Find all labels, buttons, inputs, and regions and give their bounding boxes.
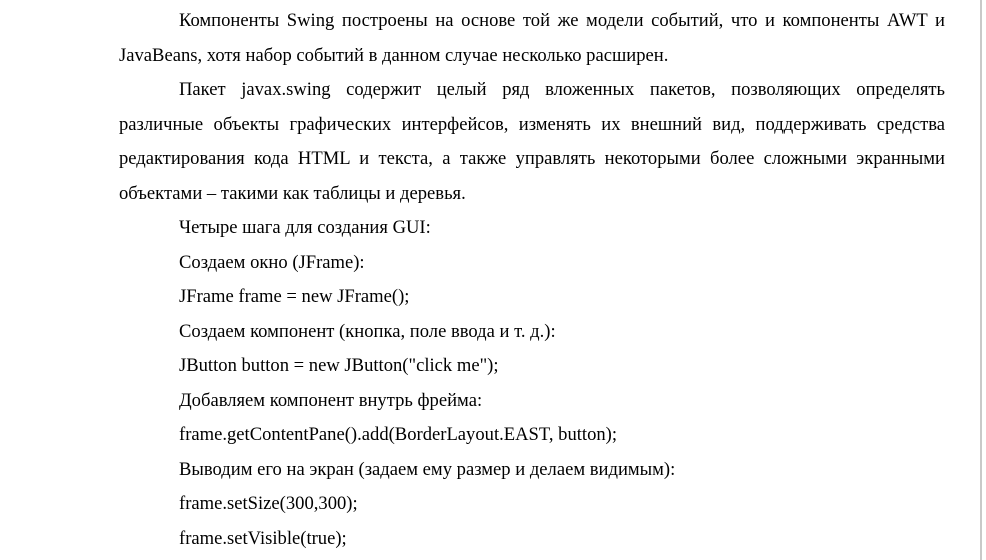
step-show-on-screen: Выводим его на экран (задаем ему размер и делаем видимым):: [179, 459, 676, 480]
code-line-set-visible: frame.setVisible(true);: [179, 528, 347, 549]
code-line-jframe: JFrame frame = new JFrame();: [179, 286, 410, 307]
step-create-window: Создаем окно (JFrame):: [179, 252, 365, 273]
paragraph-swing-events: Компоненты Swing построены на основе той же модели событий, что и компоненты AWT и JavaBeans, хотя набор событий в данном случае несколько расширен.: [119, 10, 945, 66]
step-create-component: Создаем компонент (кнопка, поле ввода и т. д.):: [179, 321, 556, 342]
page-edge-divider: [980, 0, 982, 560]
code-line-add-button: frame.getContentPane().add(BorderLayout.EAST, button);: [179, 424, 618, 445]
step-add-component: Добавляем компонент внутрь фрейма:: [179, 390, 483, 411]
paragraph-javax-swing: Пакет javax.swing содержит целый ряд вложенных пакетов, позволяющих определять различные объекты графических интерфейсов, изменять их внешний вид, поддерживать средства редактирования кода HTML и текста, а также управлять некоторыми более сложными экранными объектами – такими как таблицы и деревья.: [119, 79, 945, 204]
steps-heading: Четыре шага для создания GUI:: [179, 217, 431, 238]
code-line-set-size: frame.setSize(300,300);: [179, 493, 358, 514]
code-line-jbutton: JButton button = new JButton("click me");: [179, 355, 499, 376]
